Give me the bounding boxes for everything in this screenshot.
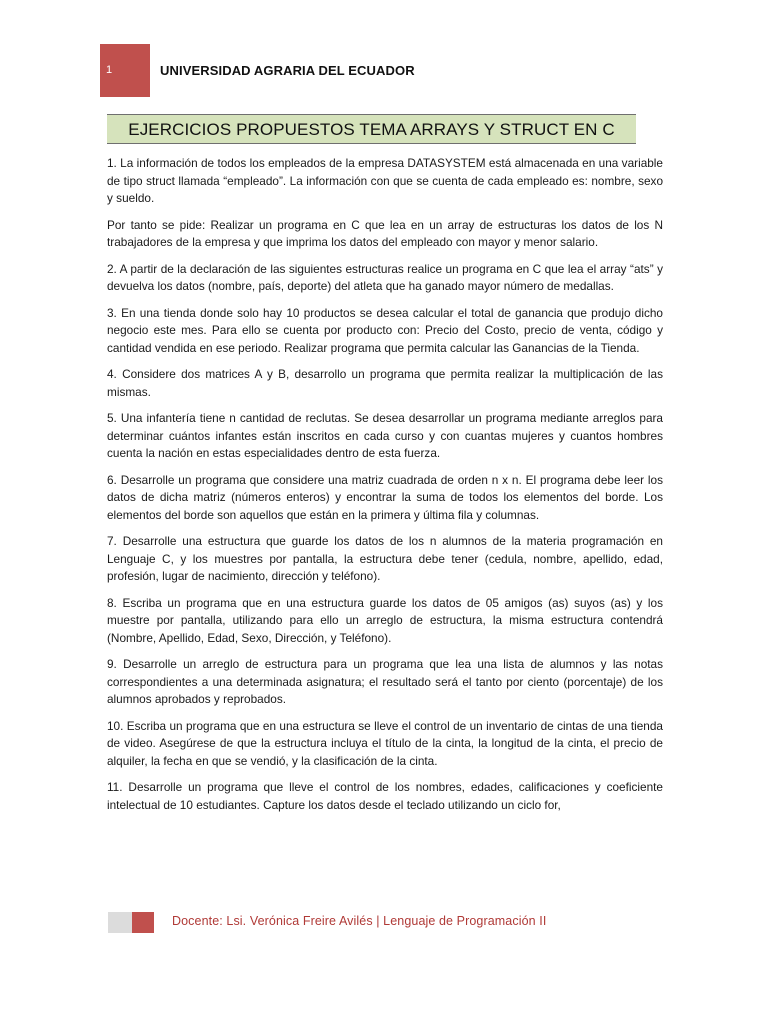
footer-red-block <box>132 912 154 933</box>
exercise-list <box>107 155 663 823</box>
footer-grey-block <box>108 912 132 933</box>
paragraph: Por tanto se pide: Realizar un programa en C que lea en un array de estructuras los datos de los N trabajadores de la empresa y que imprima los datos del empleado con mayor y menor salario. <box>107 217 663 249</box>
paragraph: 9. Desarrolle un arreglo de estructura para un programa que lea una lista de alumnos y las notas correspondientes a una determinada asignatura; el resultado será el tanto por ciento (porcentaje) de los alumnos aprobados y reprobados. <box>107 657 663 706</box>
page-number-box <box>100 44 150 97</box>
footer-text: Docente: Lsi. Verónica Freire Avilés | Lenguaje de Programación II <box>172 914 547 928</box>
page-number: 1 <box>106 64 113 76</box>
paragraph: 5. Una infantería tiene n cantidad de reclutas. Se desea desarrollar un programa mediante arreglos para determinar cuántos infantes están inscritos en cada curso y con cuantas mujeres y cuantos hombres cuenta la nación en estas especialidades dentro de esta fuerza. <box>107 411 663 460</box>
paragraph: 1. La información de todos los empleados de la empresa DATASYSTEM está almacenada en una variable de tipo struct llamada “empleado”. La información con que se cuenta de cada empleado es: nombre, sexo y sueldo. <box>107 156 663 205</box>
paragraph: 2. A partir de la declaración de las siguientes estructuras realice un programa en C que lea el array “ats” y devuelva los datos (nombre, país, deporte) del atleta que ha ganado mayor número de medallas. <box>107 261 663 293</box>
paragraph: 11. Desarrolle un programa que lleve el control de los nombres, edades, calificaciones y coeficiente intelectual de 10 estudiantes. Capture los datos desde el teclado utilizando un ciclo for, <box>107 780 663 812</box>
paragraph: 10. Escriba un programa que en una estructura se lleve el control de un inventario de cintas de una tienda de video. Asegúrese de que la estructura incluya el título de la cinta, la longitud de la cinta, el precio de alquiler, la fecha en que se vendió, y la clasificación de la cinta. <box>107 718 663 768</box>
paragraph: 3. En una tienda donde solo hay 10 productos se desea calcular el total de ganancia que produjo dicho negocio este mes. Para ello se cuenta por producto con: Precio del Costo, precio de venta, código y cantidad vendida en ese periodo. Realizar programa que permita calcular las Ganancias de la Tienda. <box>107 305 663 355</box>
paragraph: 7. Desarrolle una estructura que guarde los datos de los n alumnos de la materia programación en Lenguaje C, y los muestres por pantalla, la estructura debe tener (cedula, nombre, apellido, edad, profesión, lugar de nacimiento, dirección y teléfono). <box>107 534 663 583</box>
document-title: EJERCICIOS PROPUESTOS TEMA ARRAYS Y STRUCT EN C <box>107 114 636 144</box>
paragraph: 6. Desarrolle un programa que considere una matriz cuadrada de orden n x n. El programa debe leer los datos de dicha matriz (números enteros) y encontrar la suma de todos los elementos del borde. Los elementos del borde son aquellos que están en la primera y última fila y columnas. <box>107 472 663 522</box>
paragraph: 8. Escriba un programa que en una estructura guarde los datos de 05 amigos (as) suyos (as) y los muestre por pantalla, utilizando para ello un arreglo de estructura, la misma estructura contendrá (Nombre, Apellido, Edad, Sexo, Dirección, y Teléfono). <box>107 595 663 645</box>
paragraph: 4. Considere dos matrices A y B, desarrollo un programa que permita realizar la multiplicación de las mismas. <box>107 367 663 399</box>
university-name: UNIVERSIDAD AGRARIA DEL ECUADOR <box>160 63 415 78</box>
